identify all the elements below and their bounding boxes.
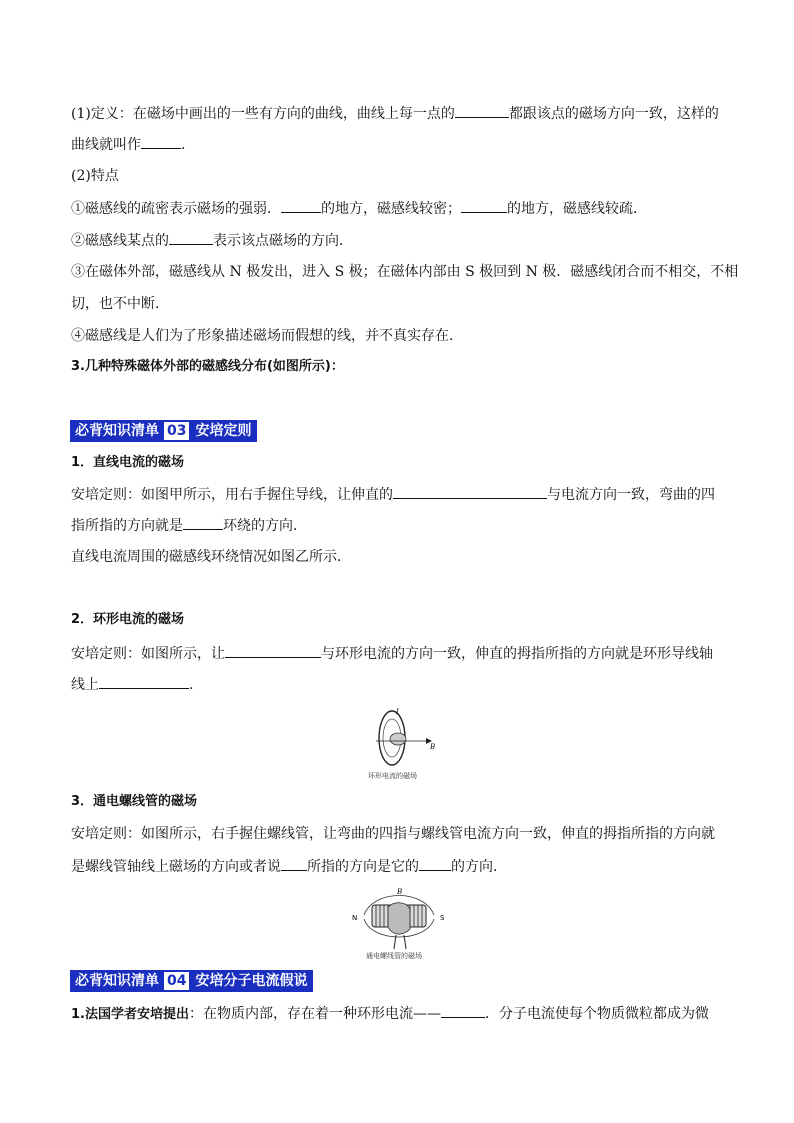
svg-text:S: S: [440, 914, 445, 922]
blank: [169, 230, 213, 245]
ring-current-figure: [362, 705, 437, 783]
straight-current-rule: 安培定则：如图甲所示，用右手握住导线，让伸直的 与电流方向一致，弯曲的四: [71, 484, 715, 505]
svg-text:B: B: [430, 743, 436, 751]
solenoid-heading: 3．通电螺线管的磁场: [71, 794, 198, 809]
feature-2: ②磁感线某点的 表示该点磁场的方向．: [71, 230, 353, 251]
features-heading: (2)特点: [71, 168, 119, 184]
blank: [99, 674, 189, 689]
straight-current-rule-cont: 指所指的方向就是 环绕的方向．: [71, 515, 307, 536]
solenoid-figure: [344, 885, 454, 961]
section-banner-04: 必背知识清单 04 安培分子电流假说: [70, 970, 313, 992]
feature-3: ③在磁体外部，磁感线从 N 极发出，进入 S 极；在磁体内部由 S 极回到 N 极．磁感线闭合而不相交，不相: [71, 264, 739, 280]
blank: [281, 198, 321, 213]
feature-1: ①磁感线的疏密表示磁场的强弱． 的地方，磁感线较密； 的地方，磁感线较疏．: [71, 198, 647, 219]
feature-4: ④磁感线是人们为了形象描述磁场而假想的线，并不真实存在．: [71, 328, 463, 344]
svg-text:I: I: [396, 708, 399, 716]
solenoid-rule-cont: 是螺线管轴线上磁场的方向或者说 所指的方向是它的 的方向．: [71, 856, 507, 877]
straight-current-note: 直线电流周围的磁感线环绕情况如图乙所示．: [71, 549, 351, 565]
ring-figure-caption: 环形电流的磁场: [368, 772, 417, 780]
solenoid-diagram: [344, 885, 454, 951]
ring-current-diagram: [362, 705, 437, 771]
ring-current-heading: 2．环形电流的磁场: [71, 612, 185, 627]
ring-current-rule: 安培定则：如图所示，让 与环形电流的方向一致，伸直的拇指所指的方向就是环形导线轴: [71, 643, 713, 664]
molecular-current-hypothesis: 1.法国学者安培提出：在物质内部，存在着一种环形电流—— ．分子电流使每个物质微粒都成为微: [71, 1003, 709, 1025]
blank: [419, 856, 451, 871]
blank: [393, 484, 547, 499]
blank: [461, 198, 507, 213]
feature-3-cont: 切，也不中断．: [71, 296, 169, 312]
subsection-3-heading: 3.几种特殊磁体外部的磁感线分布(如图所示)：: [71, 359, 344, 374]
svg-text:N: N: [352, 914, 358, 922]
definition-line-2: 曲线就叫作 .: [71, 134, 185, 155]
blank: [281, 856, 307, 871]
definition-line-1: (1)定义：在磁场中画出的一些有方向的曲线，曲线上每一点的 都跟该点的磁场方向一致，这样的: [71, 103, 719, 124]
blank: [141, 134, 181, 149]
solenoid-rule: 安培定则：如图所示，右手握住螺线管，让弯曲的四指与螺线管电流方向一致，伸直的拇指所指的方向就: [71, 826, 715, 842]
straight-current-heading: 1．直线电流的磁场: [71, 455, 185, 470]
blank: [183, 515, 223, 530]
svg-text:B: B: [397, 888, 403, 896]
solenoid-figure-caption: 通电螺线管的磁场: [366, 952, 422, 960]
blank: [225, 643, 321, 658]
blank: [455, 103, 509, 118]
ring-current-rule-cont: 线上 .: [71, 674, 193, 695]
blank: [441, 1003, 485, 1018]
section-banner-03: 必背知识清单 03 安培定则: [70, 420, 257, 442]
